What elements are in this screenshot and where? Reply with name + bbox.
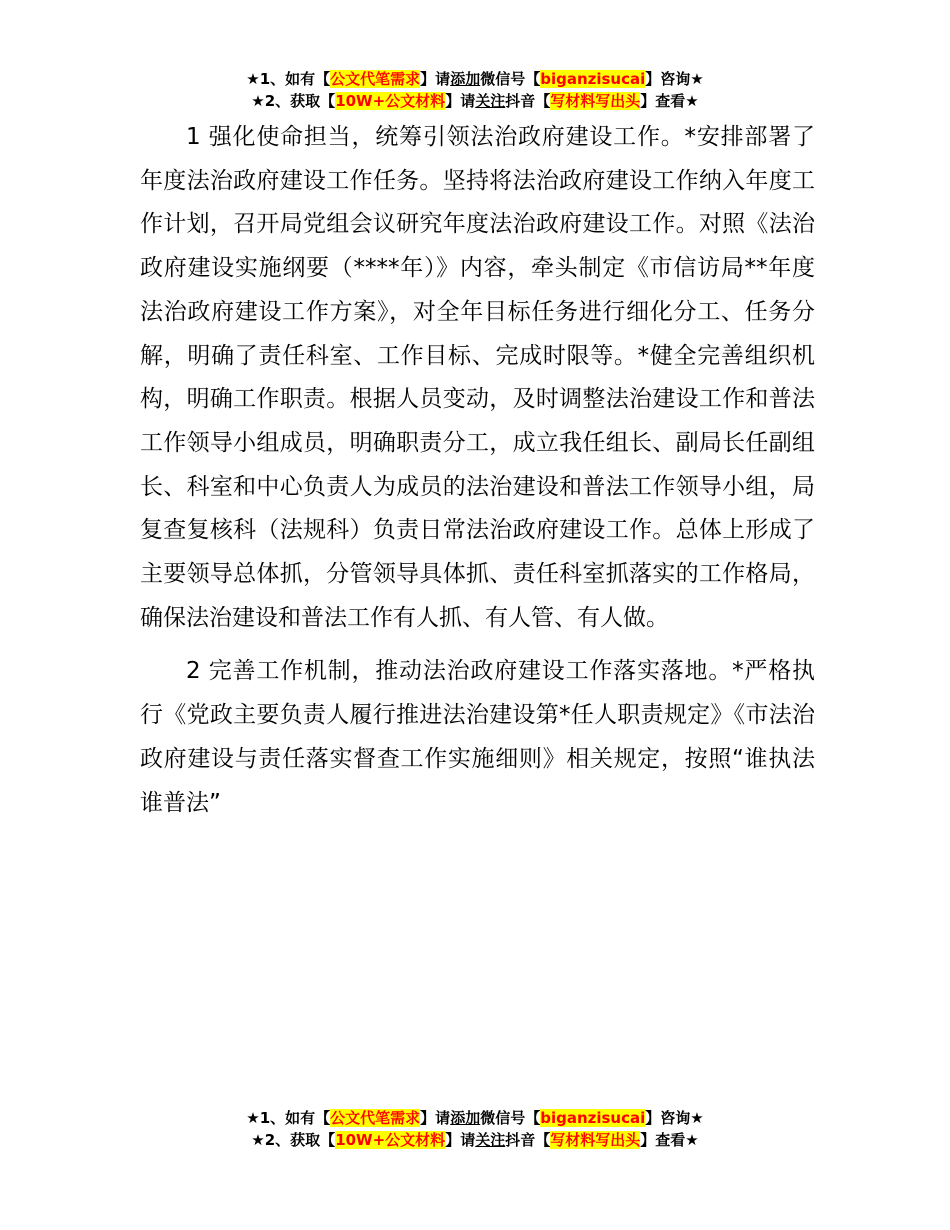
promo-highlight: 公文代笔需求 (330, 1109, 421, 1127)
promo-text: 】请 (445, 1131, 476, 1149)
header-promo-banner (0, 68, 950, 112)
header-promo-line-1 (0, 68, 950, 90)
footer-promo-line-1 (0, 1107, 950, 1129)
promo-highlight: 10W+公文材料 (335, 1131, 446, 1149)
promo-text: ★1、如有【 (246, 1109, 331, 1127)
promo-underlined: 添加 (450, 70, 481, 88)
promo-underlined: 关注 (475, 92, 506, 110)
promo-text: 】请 (420, 70, 451, 88)
promo-underlined: 关注 (475, 1131, 506, 1149)
body-paragraph-2: 2 完善工作机制，推动法治政府建设工作落实落地。*严格执行《党政主要负责人履行推进法治建设第*任人职责规定》《市法治政府建设与责任落实督查工作实施细则》相关规定，按照“谁执法谁普法” (140, 658, 815, 816)
promo-highlight: 写材料写出头 (550, 92, 641, 110)
promo-text: 抖音【 (505, 92, 551, 110)
promo-highlight: 公文代笔需求 (330, 70, 421, 88)
promo-text: 抖音【 (505, 1131, 551, 1149)
promo-text: 】咨询★ (645, 70, 704, 88)
body-paragraph-1: 1 强化使命担当，统筹引领法治政府建设工作。*安排部署了年度法治政府建设工作任务。坚持将法治政府建设工作纳入年度工作计划，召开局党组会议研究年度法治政府建设工作。对照《法治政府建设实施纲要（****年）》内容，牵头制定《市信访局**年度法治政府建设工作方案》，对全年目标任务进行细化分工、任务分解，明确了责任科室、工作目标、完成时限等。*健全完善组织机构，明确工作职责。根据人员变动，及时调整法治建设工作和普法工作领导小组成员，明确职责分工，成立我任组长、副局长任副组长、科室和中心负责人为成员的法治建设和普法工作领导小组，局复查复核科（法规科）负责日常法治政府建设工作。总体上形成了主要领导总体抓，分管领导具体抓、责任科室抓落实的工作格局，确保法治建设和普法工作有人抓、有人管、有人做。 (140, 124, 815, 631)
promo-underlined: 添加 (450, 1109, 481, 1127)
promo-text: 】查看★ (640, 1131, 699, 1149)
promo-text: 】请 (445, 92, 476, 110)
promo-text: 】请 (420, 1109, 451, 1127)
promo-text: 微信号【 (480, 1109, 541, 1127)
promo-text: ★1、如有【 (246, 70, 331, 88)
promo-text: 】查看★ (640, 92, 699, 110)
promo-text: 】咨询★ (645, 1109, 704, 1127)
document-body (140, 116, 815, 825)
header-promo-line-2 (0, 90, 950, 112)
promo-text: ★2、获取【 (251, 92, 336, 110)
promo-highlight: 10W+公文材料 (335, 92, 446, 110)
promo-highlight: biganzisucai (540, 70, 646, 88)
promo-text: 微信号【 (480, 70, 541, 88)
promo-highlight: 写材料写出头 (550, 1131, 641, 1149)
footer-promo-banner (0, 1107, 950, 1151)
promo-highlight: biganzisucai (540, 1109, 646, 1127)
promo-text: ★2、获取【 (251, 1131, 336, 1149)
footer-promo-line-2 (0, 1129, 950, 1151)
